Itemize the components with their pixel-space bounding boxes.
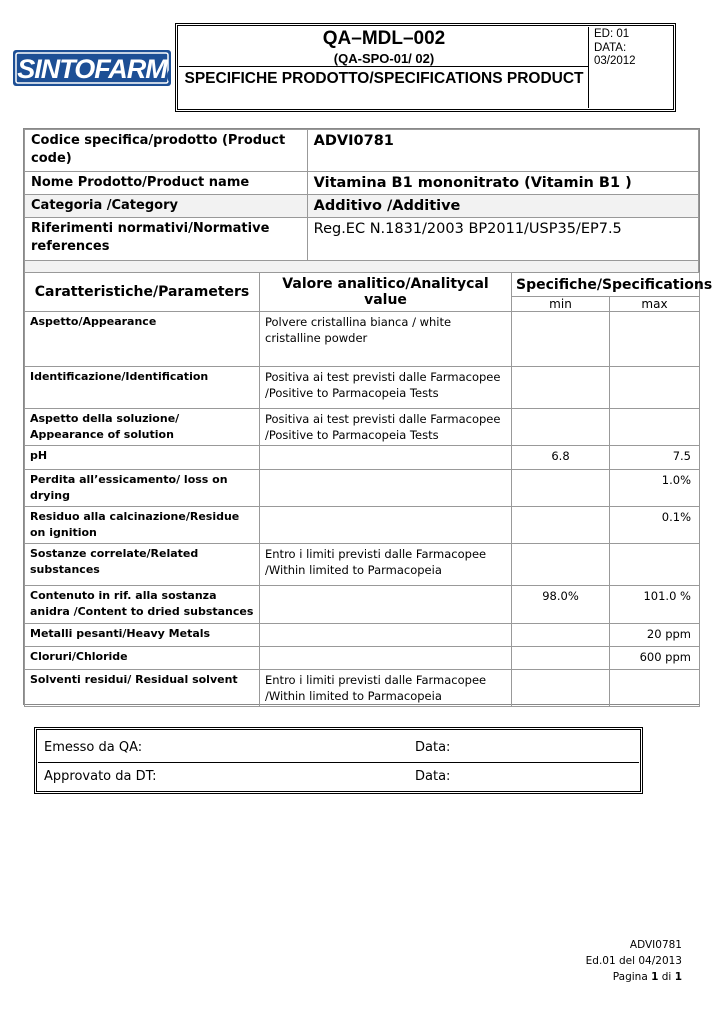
param-min [512,409,610,446]
table-row [25,312,700,367]
page-number: 1 [651,971,659,983]
footer [482,937,682,985]
header-divider [179,66,589,67]
param-value: Entro i limiti previsti dalle Farmacopee /Within limited to Parmacopeia [260,544,512,586]
footer-code: ADVI0781 [629,939,682,951]
table-row [25,624,700,647]
product-info-table [24,129,699,262]
param-value: Positiva ai test previsti dalle Farmacopee /Positive to Parmacopeia Tests [260,367,512,409]
param-max [610,409,700,446]
param-min [512,507,610,544]
info-row [25,195,699,218]
param-max [610,544,700,586]
of-label: di [661,971,672,983]
edition-info [594,28,672,69]
document-title: SPECIFICHE PRODOTTO/SPECIFICATIONS PRODUCT [184,70,584,87]
table-row [25,507,700,544]
page-count: 1 [674,971,682,983]
param-min [512,670,610,707]
approved-row [38,763,639,793]
param-value [260,507,512,544]
issued-by-label: Emesso da QA: [44,740,143,755]
table-row [25,647,700,670]
param-min [512,312,610,367]
issued-date-label: Data: [415,740,451,755]
param-min [512,367,610,409]
param-name: Contenuto in rif. alla sostanza anidra /Content to dried substances [25,586,260,624]
param-name: Cloruri/Chloride [25,647,260,670]
table-row [25,670,700,707]
logo-text: SINTOFARM [17,54,167,84]
info-label: Categoria /Category [25,195,308,218]
param-max [610,670,700,707]
table-row [25,367,700,409]
param-name: Identificazione/Identification [25,367,260,409]
param-max: 20 ppm [610,624,700,647]
table-row [25,544,700,586]
param-name: pH [25,446,260,470]
approved-date-label: Data: [415,769,451,784]
param-name: Sostanze correlate/Related substances [25,544,260,586]
param-value [260,624,512,647]
param-value [260,446,512,470]
param-name: Aspetto della soluzione/ Appearance of solution [25,409,260,446]
table-row [25,586,700,624]
param-max: 1.0% [610,470,700,507]
params-header-row [25,273,700,297]
info-value: Additivo /Additive [307,195,698,218]
sintofarm-logo [13,48,175,88]
param-name: Solventi residui/ Residual solvent [25,670,260,707]
param-max: 0.1% [610,507,700,544]
page-indicator [482,969,682,985]
param-value [260,470,512,507]
info-value: ADVI0781 [307,130,698,172]
param-max [610,312,700,367]
param-value: Positiva ai test previsti dalle Farmacopee /Positive to Parmacopeia Tests [260,409,512,446]
param-name: Perdita all’essicamento/ loss on drying [25,470,260,507]
info-label: Codice specifica/prodotto (Product code) [25,130,308,172]
info-row [25,218,699,262]
info-row [25,172,699,195]
specifications-header: Specifiche/Specifications [512,273,700,297]
parameters-table [24,272,713,707]
param-min: 98.0% [512,586,610,624]
footer-edition: Ed.01 del 04/2013 [585,955,682,967]
info-label: Riferimenti normativi/Normative references [25,218,308,262]
param-min [512,470,610,507]
param-value: Entro i limiti previsti dalle Farmacopee /Within limited to Parmacopeia [260,670,512,707]
param-max: 101.0 % [610,586,700,624]
info-label: Nome Prodotto/Product name [25,172,308,195]
min-header: min [512,297,610,312]
date-label: DATA: [594,41,627,54]
param-min: 6.8 [512,446,610,470]
document-subcode: (QA-SPO-01/ 02) [333,51,435,66]
param-name: Aspetto/Appearance [25,312,260,367]
param-value [260,586,512,624]
table-row [25,446,700,470]
param-min [512,624,610,647]
issued-row [38,732,639,762]
param-max: 600 ppm [610,647,700,670]
param-max: 7.5 [610,446,700,470]
param-min [512,544,610,586]
info-value: Vitamina B1 mononitrato (Vitamin B1 ) [307,172,698,195]
param-value: Polvere cristallina bianca / white cristalline powder [260,312,512,367]
approved-by-label: Approvato da DT: [44,769,157,784]
param-value [260,647,512,670]
table-spacer [24,260,699,272]
page-label: Pagina [612,971,648,983]
analytical-header: Valore analitico/Analitycal value [260,273,512,312]
table-row [25,409,700,446]
info-row [25,130,699,172]
table-row [25,470,700,507]
document-code: QA–MDL–002 [322,28,446,49]
edition: ED: 01 [594,28,630,40]
date: 03/2012 [594,55,636,67]
characteristics-header: Caratteristiche/Parameters [25,273,260,312]
param-max [610,367,700,409]
max-header: max [610,297,700,312]
info-value: Reg.EC N.1831/2003 BP2011/USP35/EP7.5 [307,218,698,262]
param-name: Residuo alla calcinazione/Residue on ignition [25,507,260,544]
param-name: Metalli pesanti/Heavy Metals [25,624,260,647]
param-min [512,647,610,670]
